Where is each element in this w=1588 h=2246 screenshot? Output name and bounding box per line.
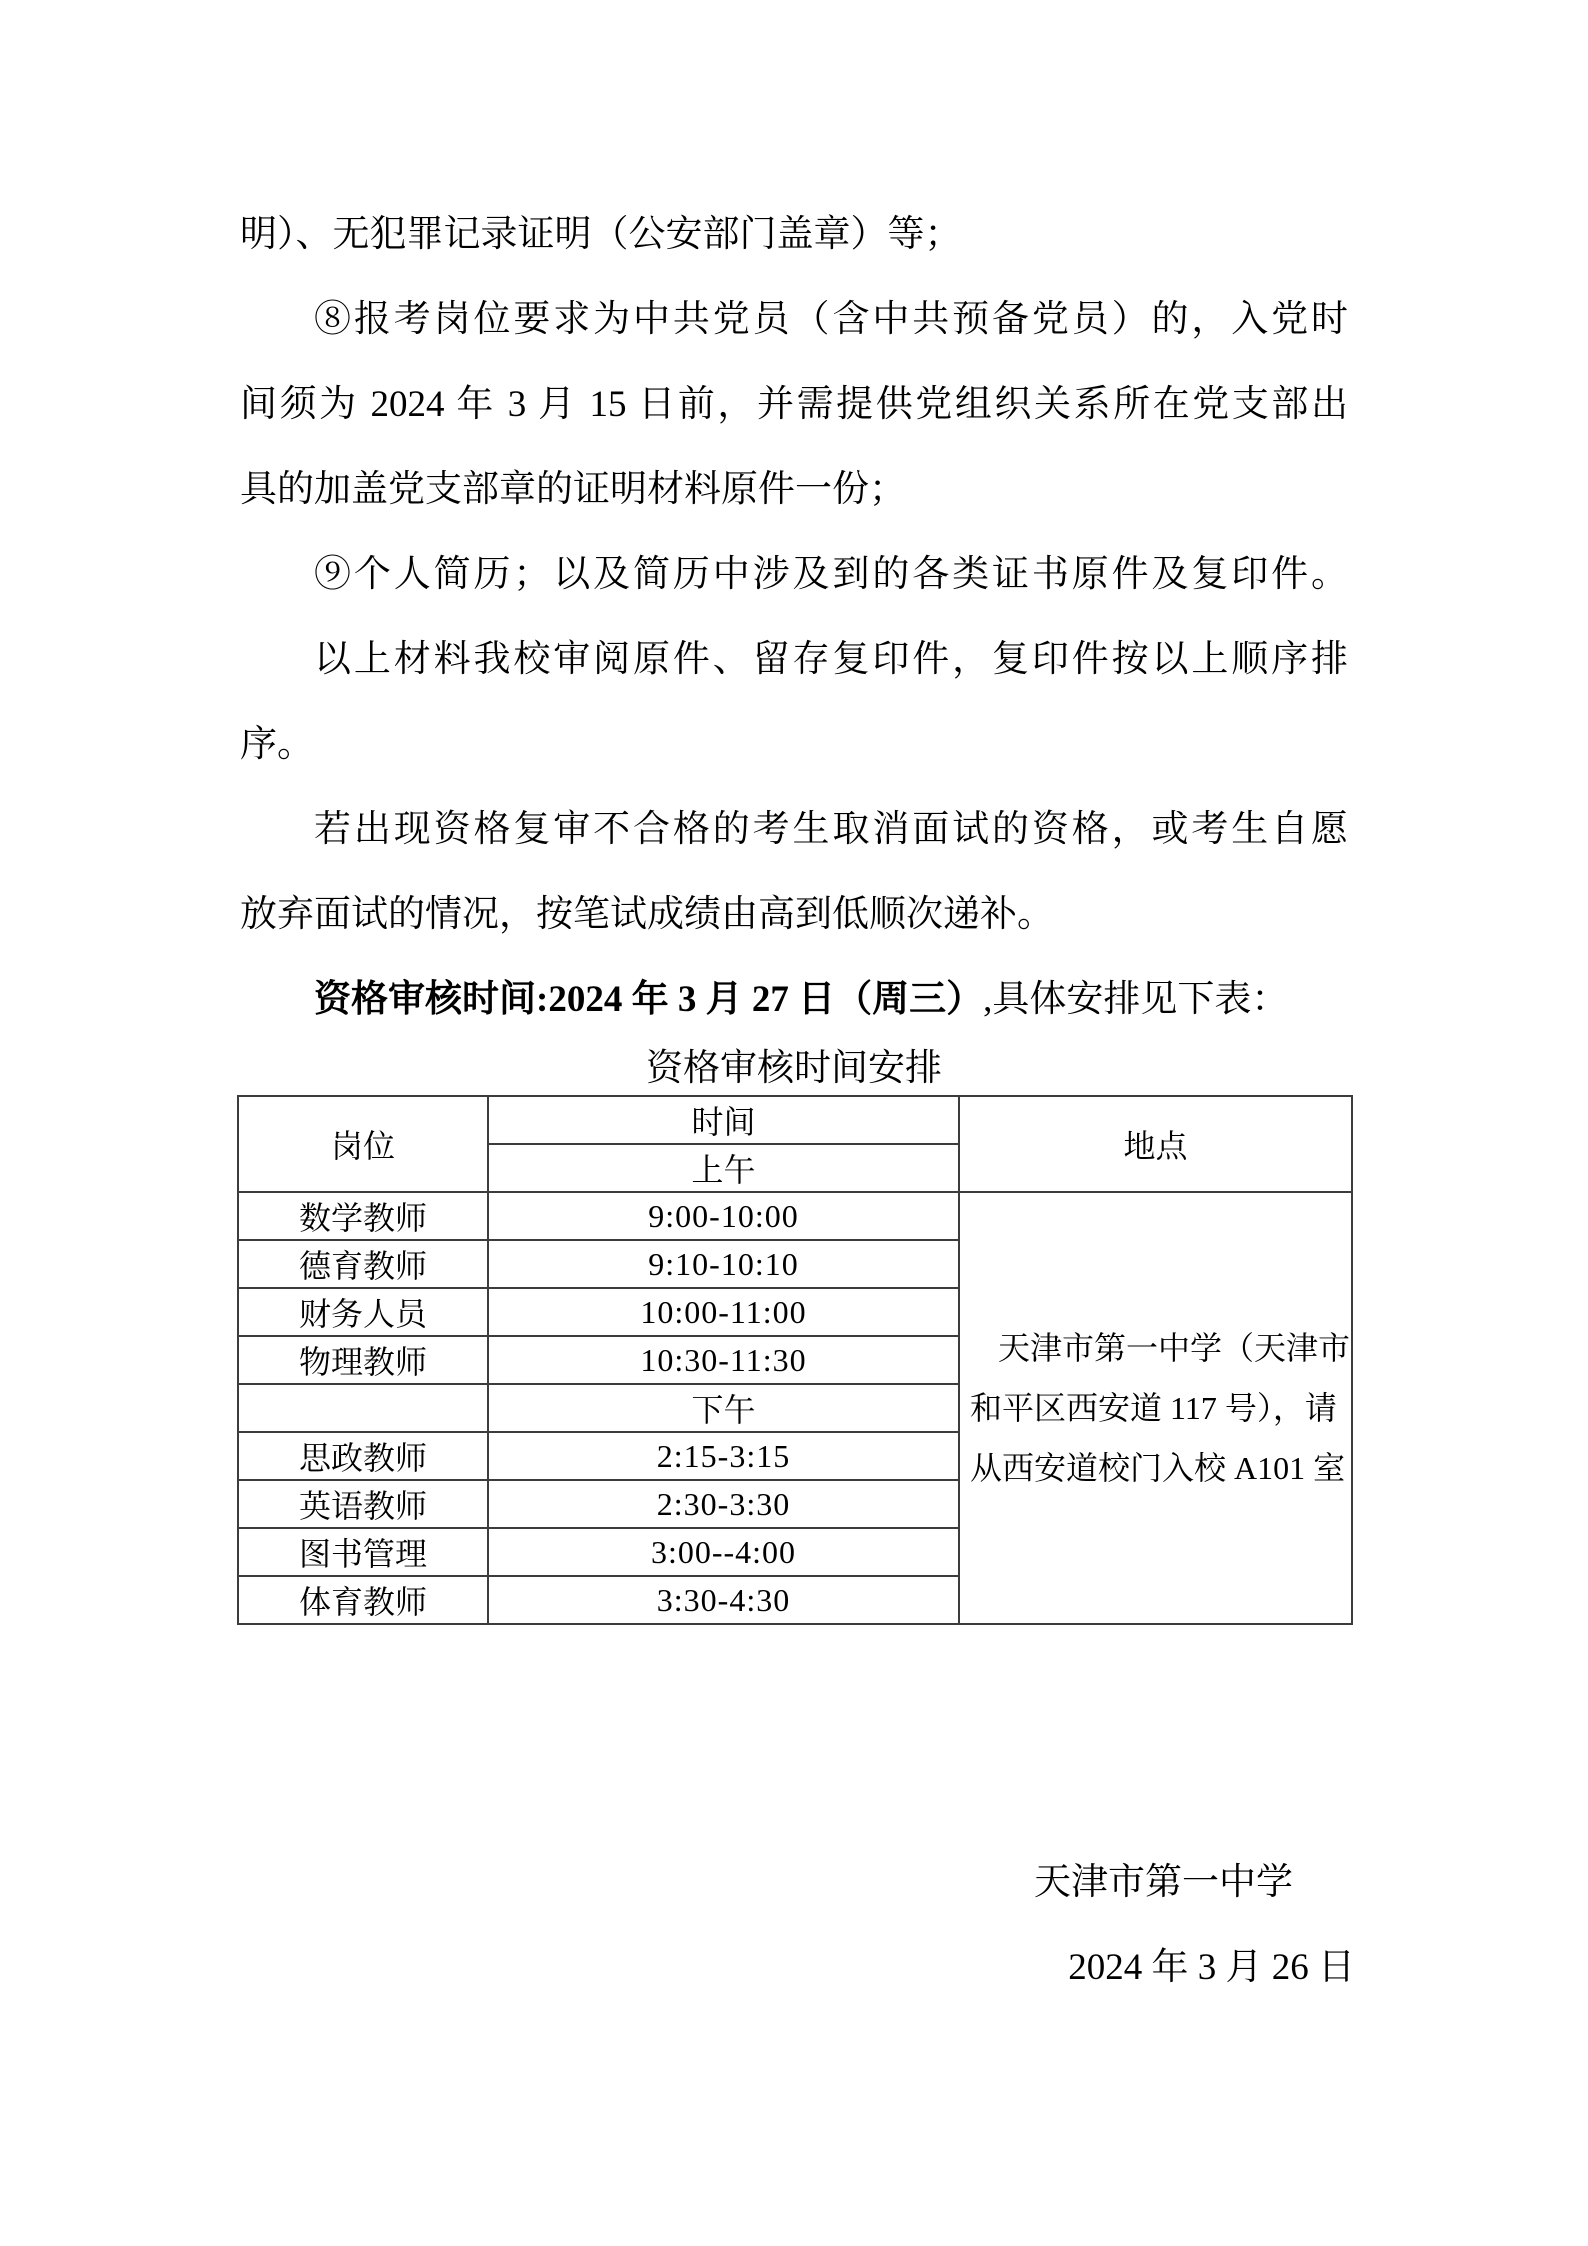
session-afternoon-cell: 下午 bbox=[488, 1384, 959, 1432]
schedule-time-regular-text: ,具体安排见下表： bbox=[983, 979, 1289, 1020]
position-cell: 财务人员 bbox=[238, 1288, 488, 1336]
time-cell: 10:00-11:00 bbox=[488, 1288, 959, 1336]
paragraph-line: 若出现资格复审不合格的考生取消面试的资格，或考生自愿 bbox=[314, 809, 1348, 850]
time-cell: 2:30-3:30 bbox=[488, 1480, 959, 1528]
position-cell: 图书管理 bbox=[238, 1528, 488, 1576]
schedule-announcement-line bbox=[240, 957, 1348, 1042]
paragraph-line: 放弃面试的情况，按笔试成绩由高到低顺次递补。 bbox=[240, 894, 1054, 935]
header-position: 岗位 bbox=[238, 1096, 488, 1192]
location-line: 从西安道校门入校 A101 室 bbox=[970, 1450, 1346, 1486]
whitespace-spacer bbox=[240, 1625, 1348, 1840]
time-cell: 2:15-3:15 bbox=[488, 1432, 959, 1480]
position-cell: 思政教师 bbox=[238, 1432, 488, 1480]
empty-cell bbox=[238, 1384, 488, 1432]
header-location: 地点 bbox=[959, 1096, 1352, 1192]
schedule-table bbox=[237, 1095, 1353, 1625]
paragraph-line: 明）、无犯罪记录证明（公安部门盖章）等； bbox=[240, 214, 962, 255]
location-line: 和平区西安道 117 号），请 bbox=[970, 1390, 1337, 1426]
paragraph-line: ⑧报考岗位要求为中共党员（含中共预备党员）的，入党时 bbox=[314, 299, 1348, 340]
table-row bbox=[238, 1192, 1352, 1240]
time-cell: 3:00--4:00 bbox=[488, 1528, 959, 1576]
position-cell: 物理教师 bbox=[238, 1336, 488, 1384]
location-text bbox=[960, 1318, 1351, 1498]
table-caption: 资格审核时间安排 bbox=[646, 1048, 942, 1089]
time-cell: 10:30-11:30 bbox=[488, 1336, 959, 1384]
location-cell bbox=[959, 1192, 1352, 1624]
paragraph-line: 具的加盖党支部章的证明材料原件一份； bbox=[240, 469, 906, 510]
schedule-time-bold-text: 资格审核时间:2024 年 3 月 27 日（周三） bbox=[314, 979, 984, 1020]
paragraph-line: ⑨个人简历；以及简历中涉及到的各类证书原件及复印件。 bbox=[314, 554, 1348, 595]
position-cell: 英语教师 bbox=[238, 1480, 488, 1528]
location-line: 天津市第一中学（天津市 bbox=[998, 1330, 1351, 1366]
paragraph-line: 序。 bbox=[240, 724, 314, 765]
position-cell: 德育教师 bbox=[238, 1240, 488, 1288]
time-cell: 3:30-4:30 bbox=[488, 1576, 959, 1624]
paragraph-line: 间须为 2024 年 3 月 15 日前，并需提供党组织关系所在党支部出 bbox=[240, 384, 1348, 425]
date-line: 2024 年 3 月 26 日 bbox=[1068, 1947, 1355, 1988]
signature-line: 天津市第一中学 bbox=[1034, 1862, 1293, 1903]
time-cell: 9:00-10:00 bbox=[488, 1192, 959, 1240]
session-morning-cell: 上午 bbox=[488, 1144, 959, 1192]
header-time: 时间 bbox=[488, 1096, 959, 1144]
time-cell: 9:10-10:10 bbox=[488, 1240, 959, 1288]
position-cell: 数学教师 bbox=[238, 1192, 488, 1240]
position-cell: 体育教师 bbox=[238, 1576, 488, 1624]
schedule-table-wrapper bbox=[237, 1095, 1351, 1625]
paragraph-line: 以上材料我校审阅原件、留存复印件，复印件按以上顺序排 bbox=[314, 639, 1348, 680]
